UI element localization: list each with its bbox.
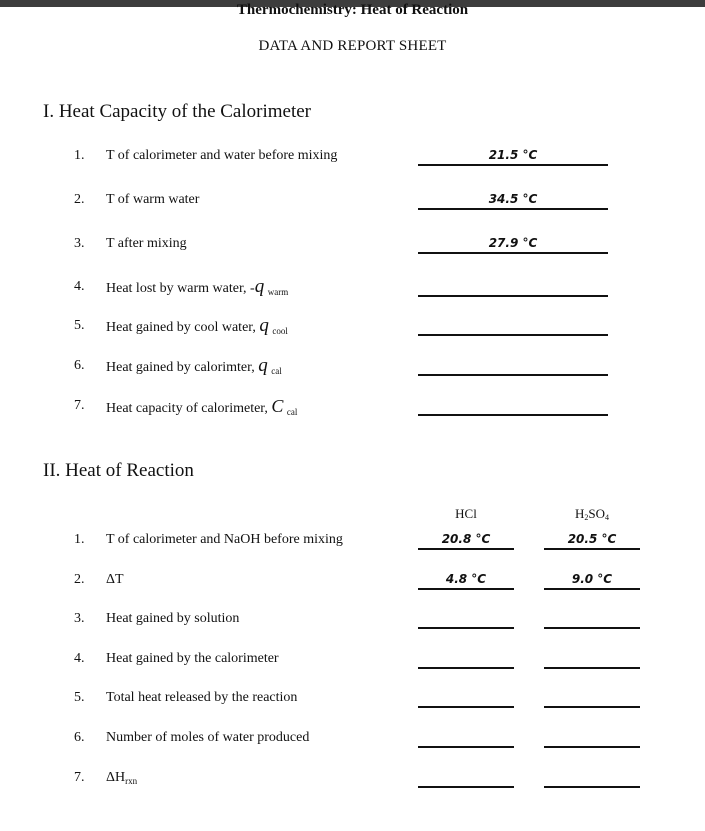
s2-row-2-h2so4-field[interactable]: 9.0 °C — [544, 570, 640, 590]
s1-row-4-text: Heat lost by warm water, - — [106, 281, 255, 296]
s2-row-2-number: 2. — [74, 572, 85, 587]
section-1-heading: I. Heat Capacity of the Calorimeter — [43, 101, 312, 122]
s2-row-7-number: 7. — [74, 770, 85, 785]
s2-row-7-base: ΔH — [106, 770, 126, 785]
s2-row-7-label — [106, 768, 137, 791]
s2-row-3-hcl-field[interactable] — [418, 609, 514, 629]
s2-row-5 — [0, 688, 705, 714]
s2-row-5-h2so4-field[interactable] — [544, 688, 640, 708]
s1-row-4-label — [106, 277, 288, 302]
s2-row-1-label: T of calorimeter and NaOH before mixing — [106, 532, 343, 547]
s2-row-1-number: 1. — [74, 532, 85, 547]
s1-row-7-subscript: cal — [286, 407, 298, 417]
s1-row-3-label: T after mixing — [106, 236, 187, 251]
s2-row-4 — [0, 649, 705, 675]
s2-row-3-label: Heat gained by solution — [106, 611, 240, 626]
s1-row-4-number: 4. — [74, 279, 85, 294]
column-header-h2so4 — [544, 506, 640, 522]
s2-row-4-label: Heat gained by the calorimeter — [106, 651, 279, 666]
s1-row-3 — [0, 234, 705, 260]
s1-row-6-number: 6. — [74, 358, 85, 373]
s2-row-1-hcl-field[interactable]: 20.8 °C — [418, 530, 514, 550]
s2-row-6 — [0, 728, 705, 754]
s2-row-7-hcl-field[interactable] — [418, 768, 514, 788]
s2-row-6-number: 6. — [74, 730, 85, 745]
h2so4-base: H — [574, 506, 585, 521]
s1-row-3-answer-field[interactable]: 27.9 °C — [418, 234, 608, 254]
s1-row-5-number: 5. — [74, 318, 85, 333]
s1-row-3-number: 3. — [74, 236, 85, 251]
s2-row-4-h2so4-field[interactable] — [544, 649, 640, 669]
s1-row-1-label: T of calorimeter and water before mixing — [106, 148, 338, 163]
s2-row-2 — [0, 570, 705, 596]
s2-row-1 — [0, 530, 705, 556]
s1-row-2-label: T of warm water — [106, 192, 200, 207]
s1-row-1 — [0, 146, 705, 172]
s2-row-1-h2so4-field[interactable]: 20.5 °C — [544, 530, 640, 550]
s2-row-5-number: 5. — [74, 690, 85, 705]
page-subtitle: DATA AND REPORT SHEET — [258, 38, 447, 54]
s1-row-2-answer-field[interactable]: 34.5 °C — [418, 190, 608, 210]
s2-row-4-hcl-field[interactable] — [418, 649, 514, 669]
s1-row-6-symbol: q — [258, 355, 268, 376]
s1-row-5-answer-field[interactable] — [418, 316, 608, 336]
s2-row-3-h2so4-field[interactable] — [544, 609, 640, 629]
s1-row-2-number: 2. — [74, 192, 85, 207]
s2-row-3 — [0, 609, 705, 635]
s1-row-6 — [0, 356, 705, 382]
s1-row-1-number: 1. — [74, 148, 85, 163]
s2-row-7-h2so4-field[interactable] — [544, 768, 640, 788]
s2-row-5-hcl-field[interactable] — [418, 688, 514, 708]
s1-row-4 — [0, 277, 705, 303]
s1-row-7-text: Heat capacity of calorimeter, — [106, 401, 272, 416]
s2-row-5-label: Total heat released by the reaction — [106, 690, 298, 705]
page-title: Thermochemistry: Heat of Reaction — [236, 2, 469, 18]
s1-row-6-answer-field[interactable] — [418, 356, 608, 376]
s1-row-6-label — [106, 356, 282, 381]
s1-row-4-answer-field[interactable] — [418, 277, 608, 297]
s1-row-7-symbol: C — [271, 396, 284, 416]
s1-row-7-answer-field[interactable] — [418, 396, 608, 416]
s1-row-5-label — [106, 316, 288, 341]
s1-row-4-symbol: q — [254, 276, 265, 297]
s2-row-7-subscript: rxn — [125, 776, 138, 786]
h2so4-sub-1: 2 — [584, 513, 589, 522]
s2-row-6-label: Number of moles of water produced — [106, 730, 310, 745]
h2so4-mid: SO — [588, 506, 605, 521]
s1-row-5-symbol: q — [259, 315, 269, 336]
s2-row-2-label: ΔT — [106, 572, 124, 587]
s1-row-2 — [0, 190, 705, 216]
s1-row-7-label — [106, 396, 297, 422]
s2-row-6-h2so4-field[interactable] — [544, 728, 640, 748]
s1-row-6-text: Heat gained by calorimter, — [106, 360, 259, 375]
column-header-hcl: HCl — [455, 506, 477, 521]
s2-row-3-number: 3. — [74, 611, 85, 626]
s2-row-7 — [0, 768, 705, 794]
s1-row-7-number: 7. — [74, 398, 85, 413]
s2-row-6-hcl-field[interactable] — [418, 728, 514, 748]
s1-row-5-subscript: cool — [272, 326, 288, 336]
s1-row-7 — [0, 396, 705, 422]
section-2-heading: II. Heat of Reaction — [43, 460, 194, 481]
s1-row-5 — [0, 316, 705, 342]
s1-row-5-text: Heat gained by cool water, — [106, 320, 260, 335]
s1-row-1-answer-field[interactable]: 21.5 °C — [418, 146, 608, 166]
s2-row-4-number: 4. — [74, 651, 85, 666]
h2so4-sub-2: 4 — [605, 513, 609, 522]
s2-row-2-hcl-field[interactable]: 4.8 °C — [418, 570, 514, 590]
s1-row-4-subscript: warm — [267, 287, 289, 297]
s1-row-6-subscript: cal — [271, 366, 282, 376]
